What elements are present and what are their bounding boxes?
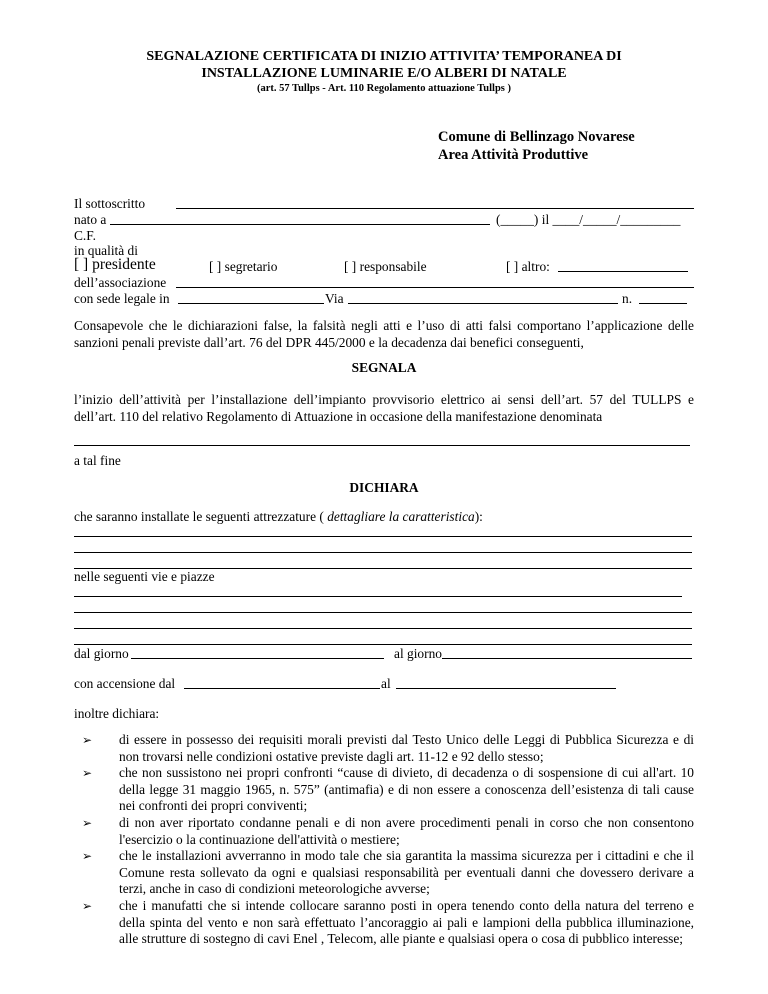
- field-via-line[interactable]: [348, 303, 618, 304]
- recipient-line1: Comune di Bellinzago Novarese: [438, 129, 635, 145]
- field-vie-line-3[interactable]: [74, 628, 692, 629]
- field-vie-line-2[interactable]: [74, 612, 692, 613]
- field-attrezzature-line-1[interactable]: [74, 536, 692, 537]
- field-nato-a-line[interactable]: [110, 224, 490, 225]
- segnala-heading: SEGNALA: [351, 360, 417, 375]
- accensione-dal-label: con accensione dal: [74, 676, 176, 691]
- consapevole-paragraph: Consapevole che le dichiarazioni false, la falsità negli atti e l’uso di atti falsi comportano l’applicazione delle sanzioni penali previste dall’art. 76 del DPR 445/2000 e la decadenza dai benefici conseguenti,: [74, 318, 694, 350]
- document-title-line1: SEGNALAZIONE CERTIFICATA DI INIZIO ATTIVITA’ TEMPORANEA DI: [146, 49, 622, 64]
- segnala-paragraph: l’inizio dell’attività per l’installazione dell’impianto provvisorio elettrico ai sensi dell’art. 57 del TULLPS e dell’art. 110 del relativo Regolamento di Attuazione in occasione della manifestazione denominata: [74, 392, 694, 424]
- field-vie-line-4[interactable]: [74, 644, 692, 645]
- field-sottoscritto-line[interactable]: [176, 208, 694, 209]
- label-associazione: dell’associazione: [74, 275, 167, 290]
- accensione-al-label: al: [381, 676, 391, 691]
- field-accensione-dal-line[interactable]: [184, 688, 380, 689]
- label-sede-legale: con sede legale in: [74, 291, 170, 306]
- field-vie-line-1[interactable]: [74, 596, 682, 597]
- al-giorno-label: al giorno: [394, 646, 442, 661]
- field-associazione-line[interactable]: [176, 287, 694, 288]
- arrow-bullet-icon: ➢: [82, 766, 93, 780]
- document-title-line2: INSTALLAZIONE LUMINARIE E/O ALBERI DI NATALE: [201, 66, 567, 81]
- inoltre-dichiara-label: inoltre dichiara:: [74, 706, 160, 721]
- arrow-bullet-icon: ➢: [82, 849, 93, 863]
- vie-piazze-label: nelle seguenti vie e piazze: [74, 569, 215, 584]
- option-responsabile[interactable]: [ ] responsabile: [344, 259, 427, 274]
- label-numero: n.: [622, 291, 633, 306]
- field-manifestazione-line[interactable]: [74, 445, 690, 446]
- field-accensione-al-line[interactable]: [396, 688, 616, 689]
- option-segretario[interactable]: [ ] segretario: [209, 259, 278, 274]
- attrezzature-label: che saranno installate le seguenti attrezzature ( dettagliare la caratteristica):: [74, 509, 483, 524]
- option-presidente[interactable]: [ ] presidente: [74, 256, 156, 273]
- label-cf: C.F.: [74, 228, 97, 243]
- label-provincia-data: (_____) il ____/_____/_________: [496, 212, 681, 227]
- field-numero-line[interactable]: [639, 303, 687, 304]
- arrow-bullet-icon: ➢: [82, 899, 93, 913]
- label-nato-a: nato a: [74, 212, 107, 227]
- field-sede-line[interactable]: [178, 303, 324, 304]
- recipient-line2: Area Attività Produttive: [438, 147, 589, 163]
- dichiara-heading: DICHIARA: [349, 480, 419, 495]
- field-altro-line[interactable]: [558, 271, 688, 272]
- label-via: Via: [325, 291, 344, 306]
- arrow-bullet-icon: ➢: [82, 733, 93, 747]
- label-sottoscritto: Il sottoscritto: [74, 196, 146, 211]
- field-attrezzature-line-2[interactable]: [74, 552, 692, 553]
- field-dal-giorno-line[interactable]: [131, 658, 384, 659]
- dal-giorno-label: dal giorno: [74, 646, 129, 661]
- label-in-qualita: in qualità di: [74, 243, 138, 258]
- option-altro[interactable]: [ ] altro:: [506, 259, 550, 274]
- field-al-giorno-line[interactable]: [442, 658, 692, 659]
- document-subtitle: (art. 57 Tullps - Art. 110 Regolamento attuazione Tullps ): [256, 83, 512, 94]
- arrow-bullet-icon: ➢: [82, 816, 93, 830]
- a-tal-fine-text: a tal fine: [74, 453, 121, 468]
